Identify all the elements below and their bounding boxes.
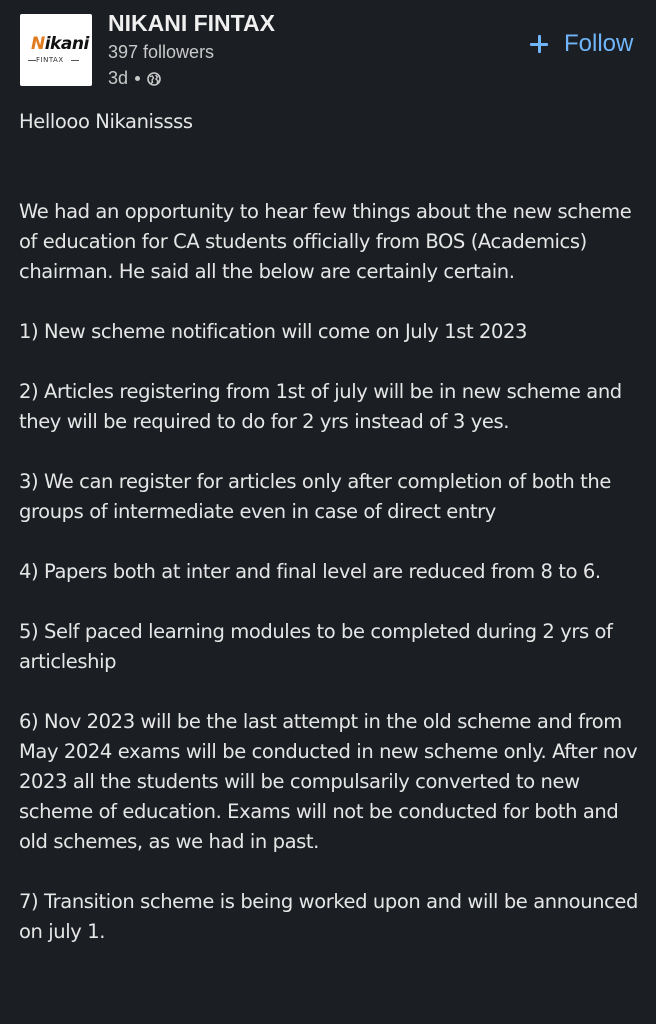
post-point: 6) Nov 2023 will be the last attempt in the old scheme and from May 2024 exams will be conducted in new scheme only. After nov 2023 all the students will be compulsarily converted to new scheme of education. Exams will not be conducted for both and old schemes, as we had in past. — [19, 710, 638, 853]
post-point: 1) New scheme notification will come on July 1st 2023 — [19, 320, 528, 343]
follow-button[interactable] — [528, 30, 633, 58]
post-point: 7) Transition scheme is being worked upon and will be announced on july 1. — [19, 890, 639, 943]
post-point: 3) We can register for articles only after completion of both the groups of intermediate even in case of direct entry — [19, 470, 611, 523]
globe-icon — [147, 72, 161, 86]
post-intro: We had an opportunity to hear few things about the new scheme of education for CA students officially from BOS (Academics) chairman. He said all the below are certainly certain. — [19, 200, 632, 283]
post-point: 5) Self paced learning modules to be completed during 2 yrs of articleship — [19, 620, 613, 673]
company-name-link[interactable]: NIKANI FINTAX — [108, 10, 275, 36]
post-header — [0, 0, 656, 100]
post-text — [19, 107, 644, 977]
logo-divider-left — [28, 60, 36, 61]
post-greeting: Hellooo Nikanissss — [19, 110, 193, 133]
logo-subtext: FINTAX — [36, 56, 64, 64]
logo-wordmark: Nikani — [31, 34, 89, 54]
company-logo[interactable] — [20, 14, 92, 86]
post-point: 2) Articles registering from 1st of july will be in new scheme and they will be required to do for 2 yrs instead of 3 yes. — [19, 380, 622, 433]
post-time: 3d — [108, 68, 129, 88]
follow-label: Follow — [564, 30, 634, 57]
follower-count: 397 followers — [108, 42, 215, 62]
separator-dot — [135, 76, 140, 81]
post-point: 4) Papers both at inter and final level are reduced from 8 to 6. — [19, 560, 601, 583]
logo-divider-right — [71, 60, 79, 61]
post-meta — [108, 68, 161, 89]
plus-icon — [528, 33, 550, 55]
